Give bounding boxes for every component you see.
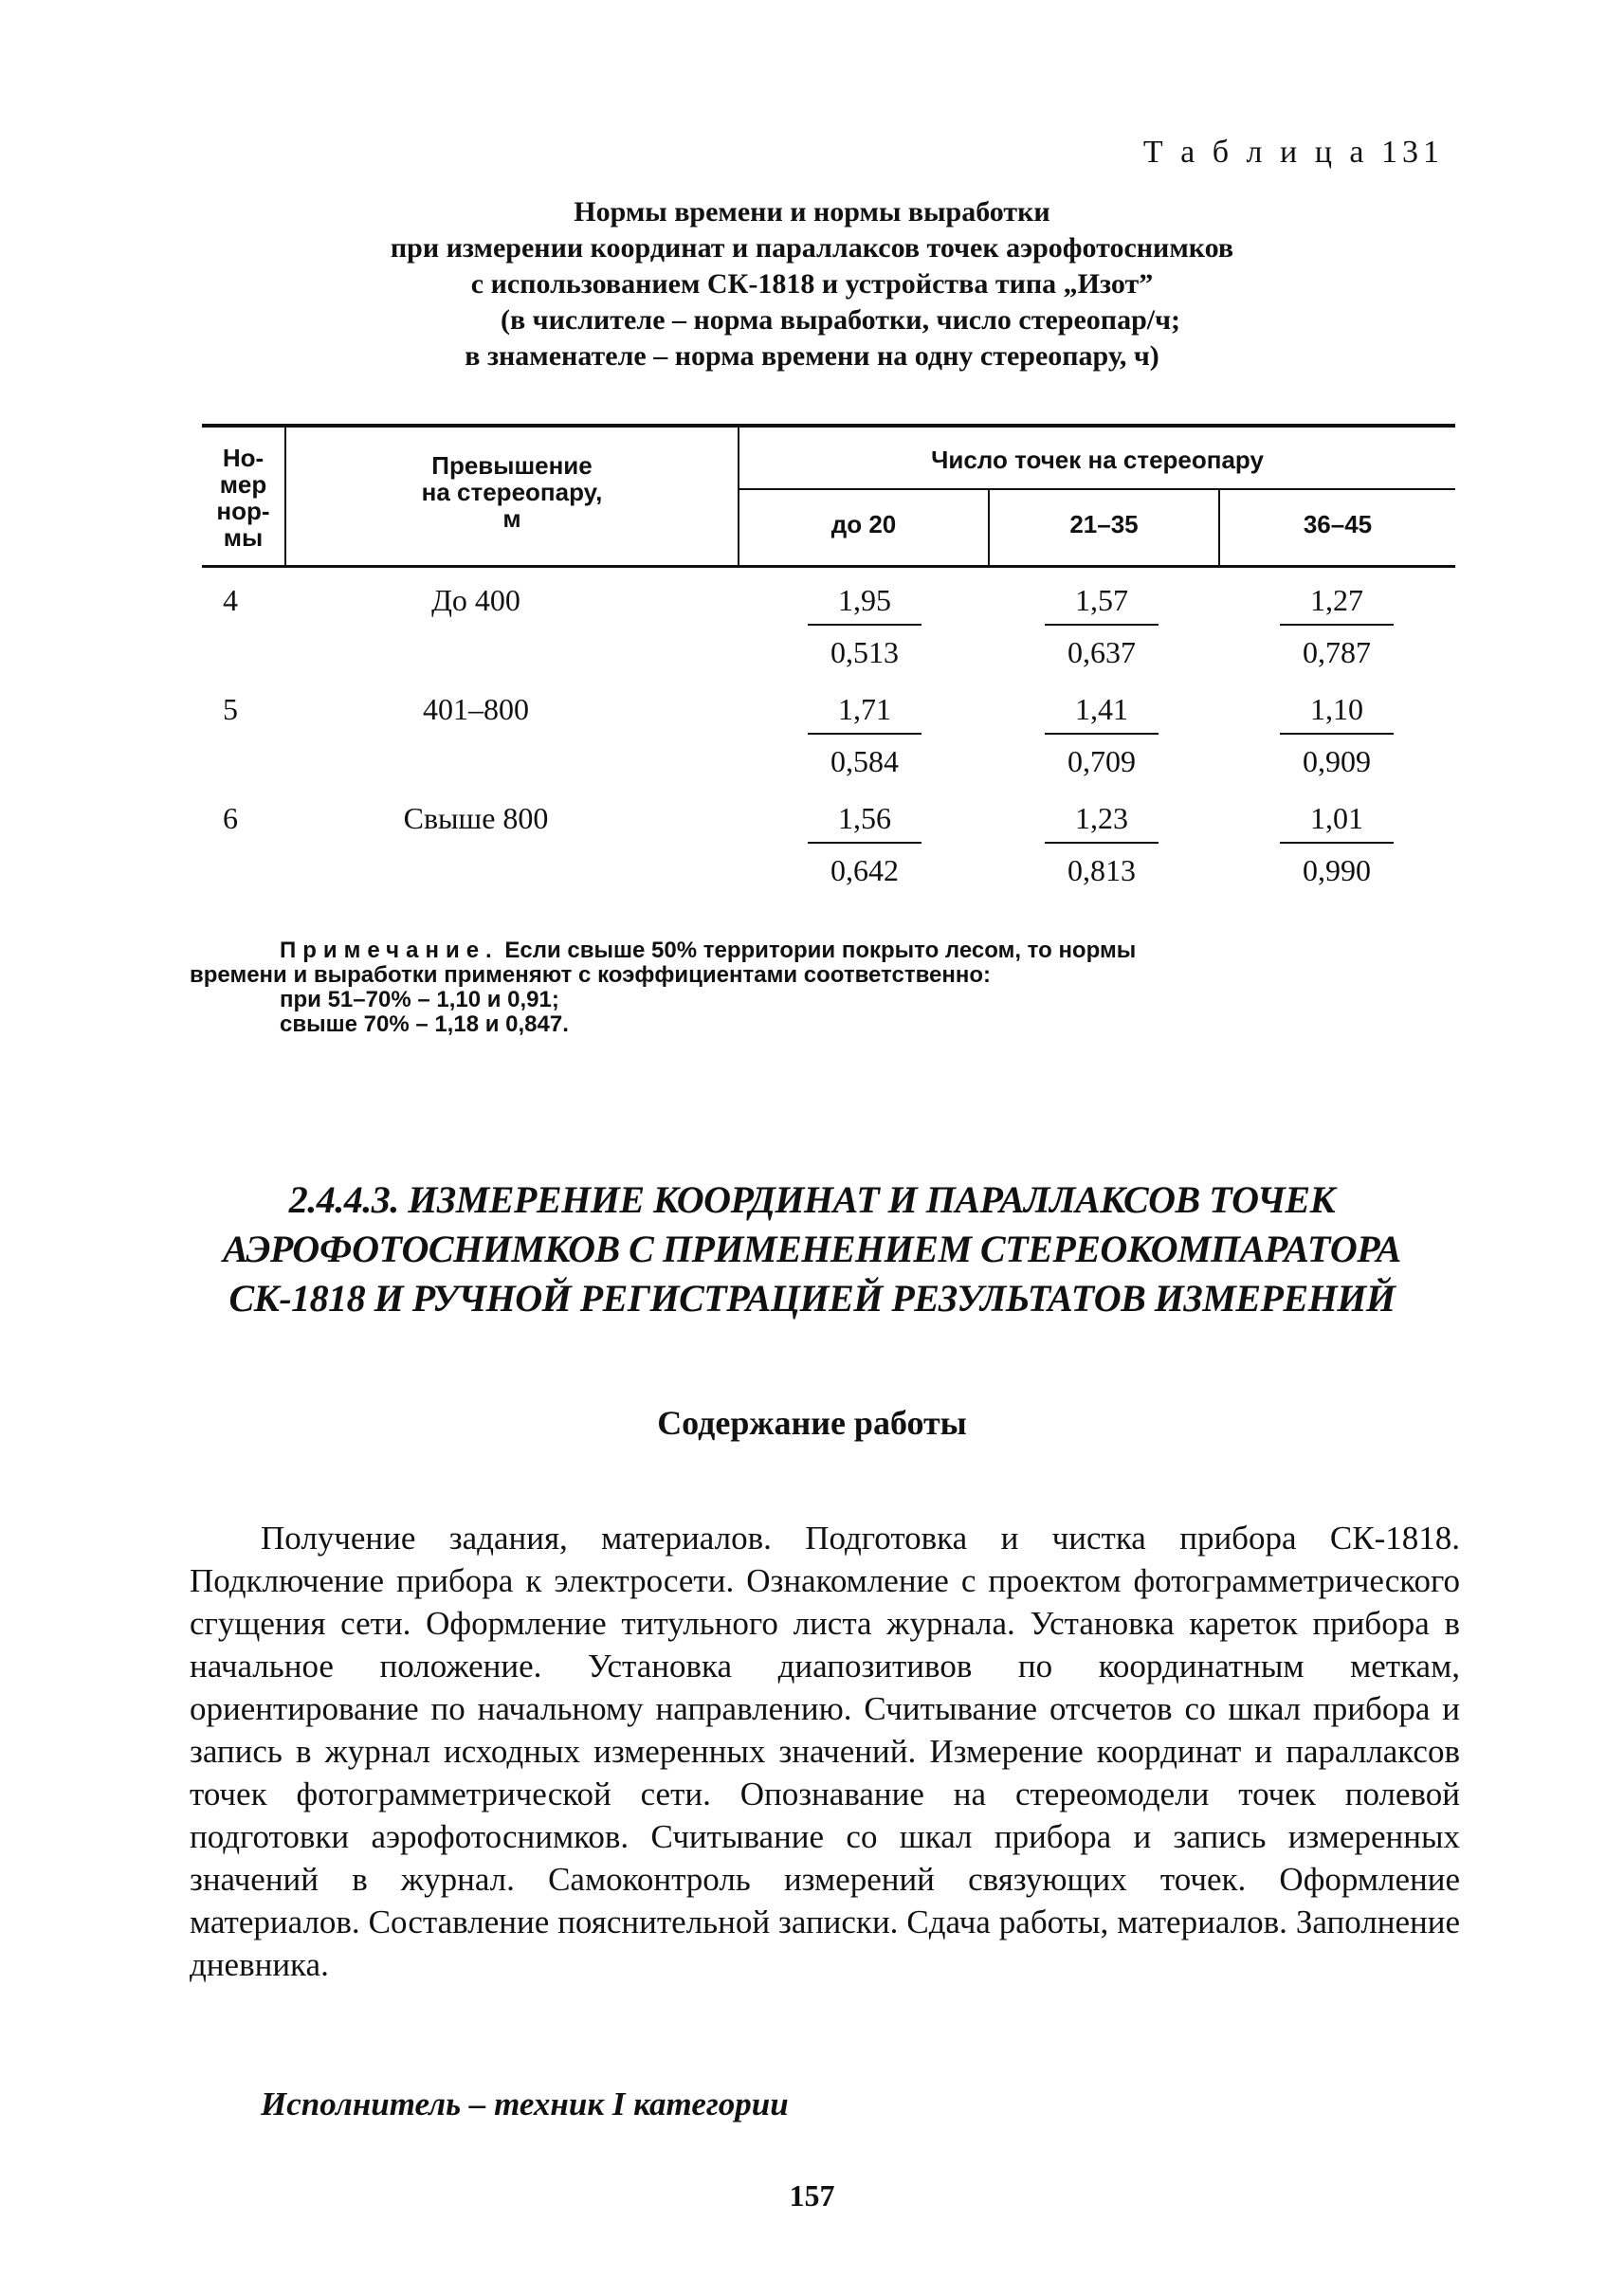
section-heading-line-3: СК-1818 И РУЧНОЙ РЕГИСТРАЦИЕЙ РЕЗУЛЬТАТОВ ИЗМЕРЕНИЙ (228, 1277, 1396, 1320)
row-norm-number: 5 (223, 692, 238, 726)
section-heading-line-2: АЭРОФОТОСНИМКОВ С ПРИМЕНЕНИЕМ СТЕРЕОКОМПАРАТОРА (223, 1228, 1401, 1270)
value-denominator: 0,513 (830, 635, 899, 669)
value-numerator: 1,95 (808, 583, 921, 626)
section-heading-line-1: 2.4.4.3. ИЗМЕРЕНИЕ КООРДИНАТ И ПАРАЛЛАКСОВ ТОЧЕК (288, 1178, 1336, 1221)
value-denominator: 0,709 (1067, 744, 1136, 778)
norms-table (202, 424, 1455, 907)
table-note (190, 938, 1460, 1037)
header-height-excess-line: Превышение (431, 451, 593, 480)
value-denominator: 0,584 (830, 744, 899, 778)
table-vline-2 (738, 424, 739, 566)
header-norm-number-line: мер (219, 470, 267, 499)
row-height: 401–800 (423, 692, 529, 726)
row-height: Свыше 800 (403, 801, 549, 835)
value-fraction (1045, 801, 1159, 888)
table-caption-line-2: при измерении координат и параллаксов точек аэрофотоснимков (390, 232, 1234, 264)
header-height-excess-line: м (502, 504, 521, 533)
table-caption-line-4: (в числителе – норма выработки, число стереопар/ч; (500, 304, 1181, 336)
table-group-rule (739, 488, 1455, 490)
table-top-rule (202, 424, 1455, 428)
header-points-36-45: 36–45 (1303, 510, 1373, 538)
value-numerator: 1,41 (1045, 692, 1159, 735)
header-height-excess (286, 452, 738, 532)
table-caption-line-5: в знаменателе – норма времени на одну стереопару, ч) (465, 340, 1159, 372)
row-norm-number: 4 (223, 583, 238, 617)
note-line-3: при 51–70% – 1,10 и 0,91; (280, 987, 559, 1012)
row-norm-number: 6 (223, 801, 238, 835)
note-line-2: времени и выработки применяют с коэффициентами соответственно: (190, 962, 992, 988)
note-line-4: свыше 70% – 1,18 и 0,847. (280, 1011, 569, 1037)
table-caption-line-1: Нормы времени и нормы выработки (574, 196, 1050, 228)
row-height: До 400 (431, 583, 520, 617)
header-points-per-stereopair: Число точек на стереопару (931, 446, 1264, 474)
header-points-upto-20: до 20 (830, 510, 897, 538)
value-denominator: 0,637 (1067, 635, 1136, 669)
value-denominator: 0,787 (1303, 635, 1371, 669)
value-fraction (1280, 801, 1394, 888)
header-norm-number (202, 445, 284, 551)
value-fraction (1280, 692, 1394, 779)
value-fraction (808, 583, 921, 670)
value-denominator: 0,990 (1303, 853, 1371, 887)
note-label: Примечание. (280, 938, 499, 963)
value-fraction (808, 801, 921, 888)
value-numerator: 1,27 (1280, 583, 1394, 626)
header-points-21-35: 21–35 (1069, 510, 1139, 538)
value-numerator: 1,01 (1280, 801, 1394, 844)
value-fraction (1280, 583, 1394, 670)
value-numerator: 1,71 (808, 692, 921, 735)
note-text: Если свыше 50% территории покрыто лесом, то нормы (498, 938, 1137, 963)
subheading: Содержание работы (657, 1404, 967, 1442)
header-norm-number-line: Но- (222, 444, 265, 472)
header-height-excess-line: на стереопару, (421, 478, 603, 506)
work-content-paragraph: Получение задания, материалов. Подготовка и чистка прибора СК-1818. Подключение прибора к электросети. Ознакомление с проектом фотограмметрического сгущения сети. Оформление титульного листа журнала. Установка кареток прибора в начальное положение. Установка диапозитивов по координатным меткам, ориентирование по начальному направлению. Считывание отсчетов со шкал прибора и запись в журнал исходных измеренных значений. Измерение координат и параллаксов точек фотограмметрической сети. Опознавание на стереомодели точек полевой подготовки аэрофотоснимков. Считывание со шкал прибора и запись измеренных значений в журнал. Самоконтроль измерений связующих точек. Оформление материалов. Составление пояснительной записки. Сдача работы, материалов. Заполнение дневника. (190, 1520, 1460, 1983)
value-numerator: 1,23 (1045, 801, 1159, 844)
value-fraction (1045, 583, 1159, 670)
table-header-bottom-rule (202, 565, 1455, 568)
note-line-1 (190, 938, 1460, 963)
value-numerator: 1,10 (1280, 692, 1394, 735)
value-numerator: 1,57 (1045, 583, 1159, 626)
value-fraction (1045, 692, 1159, 779)
header-norm-number-line: нор- (216, 497, 270, 525)
performer-line: Исполнитель – техник I категории (261, 2086, 789, 2122)
value-numerator: 1,56 (808, 801, 921, 844)
value-denominator: 0,642 (830, 853, 899, 887)
header-norm-number-line: мы (223, 523, 264, 552)
table-label: Т а б л и ц а 131 (1142, 135, 1444, 170)
table-caption-line-3: с использованием СК-1818 и устройства типа „Изот” (470, 268, 1154, 300)
value-denominator: 0,813 (1067, 853, 1136, 887)
value-denominator: 0,909 (1303, 744, 1371, 778)
value-fraction (808, 692, 921, 779)
page-number: 157 (789, 2178, 835, 2213)
